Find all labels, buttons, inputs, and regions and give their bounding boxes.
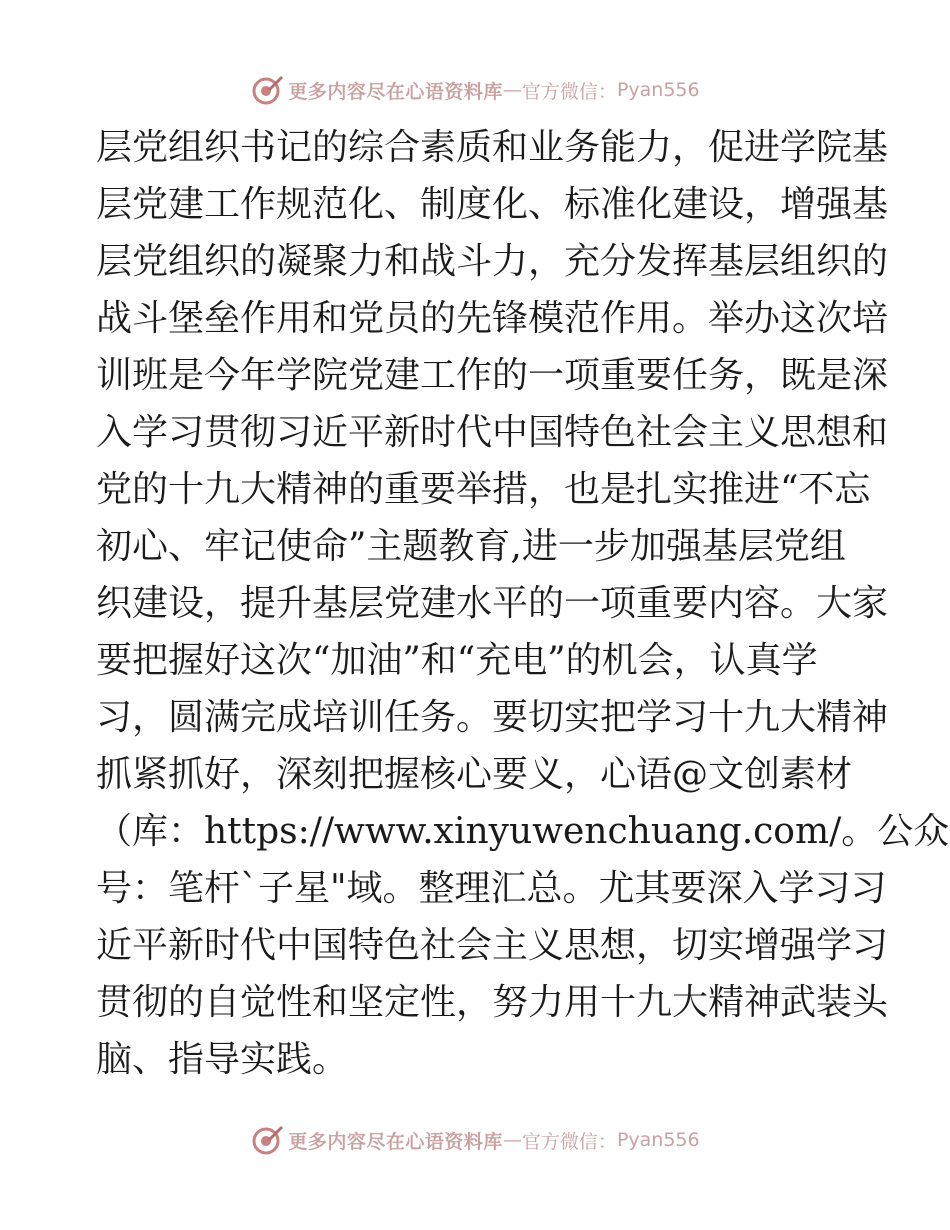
quill-pen-circle-icon xyxy=(250,1123,284,1157)
body-line: 抓紧抓好，深刻把握核心要义，心语@文创素材 xyxy=(96,754,853,795)
body-line: 要把握好这次“加油”和“充电”的机会，认真学 xyxy=(96,640,818,681)
watermark-main-text: 更多内容尽在心语资料库 xyxy=(288,80,503,103)
body-line: 贯彻的自觉性和坚定性，努力用十九大精神武装头 xyxy=(96,982,889,1023)
watermark-separator: — xyxy=(502,1129,522,1151)
header-watermark xyxy=(0,70,950,110)
body-line: 入学习贯彻习近平新时代中国特色社会主义思想和 xyxy=(96,412,889,453)
watermark-sub-text: 官方微信： xyxy=(521,1130,617,1153)
footer-watermark xyxy=(0,1120,950,1160)
body-line: 层党组织的凝聚力和战斗力，充分发挥基层组织的 xyxy=(96,241,889,282)
watermark-id: Pyan556 xyxy=(616,79,700,101)
body-line: 近平新时代中国特色社会主义思想，切实增强学习 xyxy=(96,925,889,966)
body-line: 习，圆满完成培训任务。要切实把学习十九大精神 xyxy=(96,697,889,738)
body-line: 初心、牢记使命”主题教育,进一步加强基层党组 xyxy=(96,526,846,567)
body-line: 脑、指导实践。 xyxy=(96,1039,349,1080)
body-line: 层党组织书记的综合素质和业务能力，促进学院基 xyxy=(96,127,889,168)
body-line: 党的十九大精神的重要举措，也是扎实推进“不忘 xyxy=(96,469,871,510)
body-line: 训班是今年学院党建工作的一项重要任务，既是深 xyxy=(96,355,889,396)
watermark-main-text: 更多内容尽在心语资料库 xyxy=(288,1130,503,1153)
body-line: 战斗堡垒作用和党员的先锋模范作用。举办这次培 xyxy=(96,298,889,339)
body-line: 号：笔杆`子星"域。整理汇总。尤其要深入学习习 xyxy=(96,868,887,909)
body-line: （库：https://www.xinyuwenchuang.com/。公众 xyxy=(96,811,950,852)
watermark-id: Pyan556 xyxy=(616,1129,700,1151)
body-line: 织建设，提升基层党建水平的一项重要内容。大家 xyxy=(96,583,889,624)
quill-pen-circle-icon xyxy=(250,73,284,107)
body-line: 层党建工作规范化、制度化、标准化建设，增强基 xyxy=(96,184,889,225)
watermark-separator: — xyxy=(502,79,522,101)
watermark-sub-text: 官方微信： xyxy=(521,80,617,103)
